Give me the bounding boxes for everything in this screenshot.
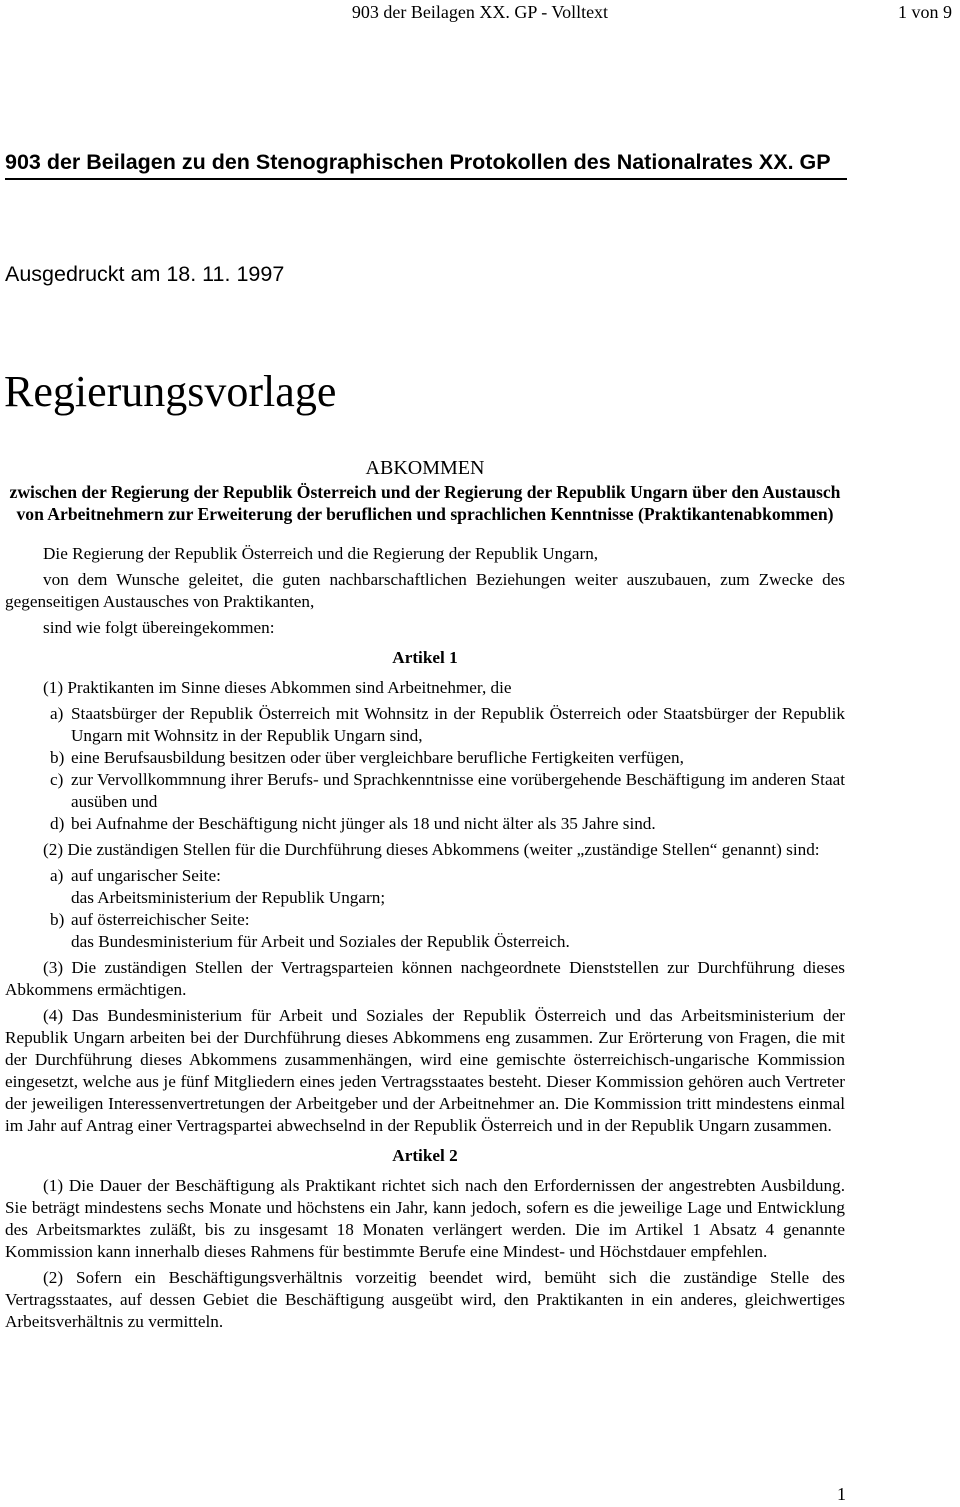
article-1-paragraph-1: (1) Praktikanten im Sinne dieses Abkommen sind Arbeitnehmer, die (43, 678, 512, 697)
running-title: 903 der Beilagen XX. GP - Volltext (351, 2, 609, 22)
preamble-paragraph-2: von dem Wunsche geleitet, die guten nachbarschaftlichen Beziehungen weiter auszubauen, zum Zwecke des gegenseitigen Austausches von Praktikanten, (5, 570, 845, 611)
agreement-subtitle: zwischen der Regierung der Republik Österreich und der Regierung der Republik Ungarn über den Austausch von Arbeitnehmern zur Erweiterung der beruflichen und sprachlichen Kenntnisse (Praktikantenabkommen) (9, 482, 841, 524)
article-1-title: Artikel 1 (392, 648, 458, 667)
article-2-paragraph-1: (1) Die Dauer der Beschäftigung als Praktikant richtet sich nach den Erfordernissen der angestrebten Ausbildung. Sie beträgt mindestens sechs Monate und höchstens ein Jahr, kann jedoch, sofern es die jeweilige Lage und Entwicklung des Arbeitsmarktes zuläßt, bis zu insgesamt 18 Monaten verlängert werden. Die im Artikel 1 Absatz 4 genannte Kommission kann innerhalb dieses Rahmens für bestimmte Berufe eine Mindest- und Höchstdauer empfehlen. (5, 1176, 845, 1261)
printed-date: Ausgedruckt am 18. 11. 1997 (5, 262, 285, 286)
article-1-paragraph-3: (3) Die zuständigen Stellen der Vertragsparteien können nachgeordnete Dienststellen zur Durchführung dieses Abkommens ermächtigen. (5, 958, 845, 999)
list-item: c) zur Vervollkommnung ihrer Berufs- und Sprachkenntnisse eine vorübergehende Beschäftigung im anderen Staat ausüben und (50, 770, 845, 811)
list-item: a) Staatsbürger der Republik Österreich mit Wohnsitz in der Republik Österreich oder Staatsbürger der Republik Ungarn mit Wohnsitz in der Republik Ungarn sind, (50, 704, 845, 745)
list-item: a) auf ungarischer Seite: das Arbeitsministerium der Republik Ungarn; (50, 866, 386, 907)
article-1-paragraph-4: (4) Das Bundesministerium für Arbeit und Soziales der Republik Österreich und das Arbeitsministerium der Republik Ungarn arbeiten bei der Durchführung dieses Abkommens eng zusammen. Zur Erörterung von Fragen, die mit der Durchführung dieses Abkommens zusammenhängen, wird eine gemischte österreichisch-ungarische Kommission eingesetzt, welche aus je fünf Mitgliedern eines jeden Vertragsstaates besteht. Dieser Kommission gehören auch Vertreter der jeweiligen Interessenvertretungen der Arbeitgeber und der Arbeitnehmer an. Die Kommission tritt mindestens einmal im Jahr auf Antrag einer Vertragspartei abwechselnd in der Republik Österreich und in der Republik Ungarn zusammen. (5, 1006, 845, 1135)
article-1-list (5, 703, 845, 835)
series-title: 903 der Beilagen zu den Stenographischen Protokollen des Nationalrates XX. GP (5, 150, 847, 180)
list-item: b) auf österreichischer Seite: das Bundesministerium für Arbeit und Soziales der Republik Österreich. (50, 910, 570, 951)
document-title: Regierungsvorlage (4, 367, 337, 416)
article-2-title: Artikel 2 (392, 1146, 458, 1165)
document-body (5, 455, 845, 1337)
page-number: 1 (837, 1484, 846, 1504)
competent-authorities-list (5, 865, 845, 953)
preamble-paragraph-3: sind wie folgt übereingekommen: (43, 618, 275, 637)
list-item: d) bei Aufnahme der Beschäftigung nicht jünger als 18 und nicht älter als 35 Jahre sind. (50, 814, 656, 833)
agreement-heading: ABKOMMEN (365, 457, 485, 479)
running-header (0, 2, 960, 26)
list-item: b) eine Berufsausbildung besitzen oder über vergleichbare berufliche Fertigkeiten verfügen, (50, 748, 684, 767)
page-of-indicator: 1 von 9 (898, 2, 952, 22)
preamble-paragraph-1: Die Regierung der Republik Österreich und die Regierung der Republik Ungarn, (43, 544, 599, 563)
article-2-paragraph-2: (2) Sofern ein Beschäftigungsverhältnis vorzeitig beendet wird, bemüht sich die zuständige Stelle des Vertragsstaates, auf dessen Gebiet die Beschäftigung ausgeübt wird, den Praktikanten in ein anderes, gleichwertiges Arbeitsverhältnis zu vermitteln. (5, 1268, 845, 1331)
article-1-paragraph-2: (2) Die zuständigen Stellen für die Durchführung dieses Abkommens (weiter „zuständige Stellen“ genannt) sind: (43, 840, 820, 859)
